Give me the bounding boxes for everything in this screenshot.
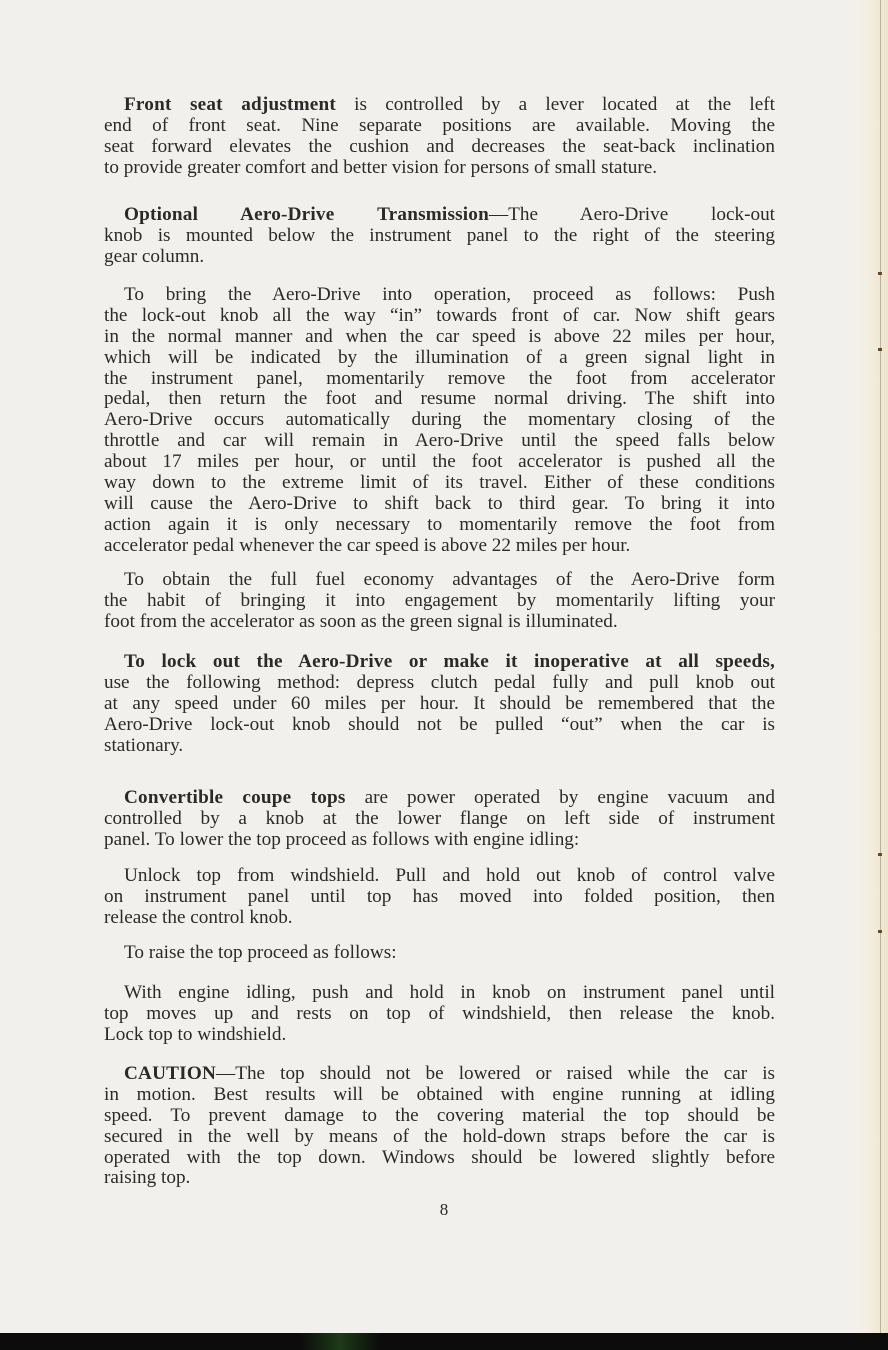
- text-line: [104, 1064, 775, 1085]
- text-line: [104, 431, 775, 452]
- text-line: [104, 943, 775, 964]
- line-text: the instrument panel, momentarily remove the foot from accelerator: [104, 367, 775, 389]
- text-line: [104, 205, 775, 226]
- text-line: [104, 570, 775, 591]
- text-line: [104, 1085, 775, 1106]
- text-line: [104, 1127, 775, 1148]
- line-text: gear column.: [104, 245, 205, 267]
- scan-border: [0, 1333, 888, 1350]
- text-line: [104, 116, 775, 137]
- text-line: [104, 788, 775, 809]
- paragraph: [104, 866, 775, 929]
- text-line: [104, 866, 775, 887]
- paragraph: [104, 788, 775, 851]
- text-line: [104, 652, 775, 673]
- line-text: is controlled by a lever located at the left: [335, 94, 775, 115]
- text-line: [104, 715, 775, 736]
- line-text: top moves up and rests on top of windshield, then release the knob.: [104, 1002, 775, 1024]
- text-line: [104, 95, 775, 116]
- line-text: knob is mounted below the instrument panel to the right of the steering: [104, 224, 775, 246]
- text-line: [104, 389, 775, 410]
- line-text: —The top should not be lowered or raised while the car is: [216, 1063, 775, 1084]
- line-text: Aero-Drive lock-out knob should not be pulled “out” when the car is: [104, 713, 775, 735]
- line-text: pedal, then return the foot and resume normal driving. The shift into: [104, 388, 775, 410]
- paragraph: [104, 983, 775, 1046]
- binding-mark: [878, 272, 882, 275]
- paragraph: [104, 570, 775, 633]
- text-line: [104, 226, 775, 247]
- text-line: [104, 515, 775, 536]
- text-line: [104, 1004, 775, 1025]
- line-text: panel. To lower the top proceed as follows with engine idling:: [104, 828, 580, 850]
- line-text: To raise the top proceed as follows:: [124, 942, 397, 963]
- line-text: Unlock top from windshield. Pull and hold out knob of control valve: [124, 865, 775, 886]
- line-text: stationary.: [104, 734, 184, 756]
- text-line: [104, 410, 775, 431]
- line-text: at any speed under 60 miles per hour. It should be remembered that the: [104, 692, 775, 714]
- text-line: [104, 536, 775, 557]
- line-text: throttle and car will remain in Aero-Drive until the speed falls below: [104, 430, 775, 452]
- text-line: [104, 247, 775, 268]
- text-line: [104, 736, 775, 757]
- line-text: seat forward elevates the cushion and decreases the seat-back inclination: [104, 135, 775, 157]
- page-edge-shadow: [854, 0, 888, 1335]
- line-text: on instrument panel until top has moved into folded position, then: [104, 885, 775, 907]
- line-text: foot from the accelerator as soon as the green signal is illuminated.: [104, 610, 618, 632]
- paragraph: [104, 95, 775, 179]
- paragraph: [104, 205, 775, 268]
- text-line: [104, 1106, 775, 1127]
- text-line: [104, 327, 775, 348]
- line-text: operated with the top down. Windows should be lowered slightly before: [104, 1146, 775, 1168]
- line-text: —The Aero-Drive lock-out: [488, 204, 775, 225]
- text-line: [104, 1025, 775, 1046]
- text-line: [104, 494, 775, 515]
- line-text: about 17 miles per hour, or until the foot accelerator is pushed all the: [104, 451, 775, 473]
- text-line: [104, 887, 775, 908]
- line-text: Lock top to windshield.: [104, 1023, 287, 1045]
- line-text: are power operated by engine vacuum and: [345, 787, 775, 808]
- binding-mark: [878, 348, 882, 351]
- line-text: end of front seat. Nine separate positions are available. Moving the: [104, 114, 775, 136]
- line-text: in the normal manner and when the car speed is above 22 miles per hour,: [104, 325, 775, 347]
- paragraph: [104, 652, 775, 756]
- line-text: use the following method: depress clutch pedal fully and pull knob out: [104, 671, 775, 693]
- paragraph-heading: Convertible coupe tops: [124, 787, 346, 808]
- text-line: [104, 1168, 775, 1189]
- paragraph-heading: Front seat adjustment: [124, 94, 336, 115]
- line-text: which will be indicated by the illumination of a green signal light in: [104, 346, 775, 368]
- line-text: To obtain the full fuel economy advantages of the Aero-Drive form: [124, 569, 775, 590]
- paragraph-heading: To lock out the Aero-Drive or make it inoperative at all speeds,: [124, 651, 775, 672]
- text-line: [104, 158, 775, 179]
- line-text: To bring the Aero-Drive into operation, proceed as follows: Push: [124, 284, 775, 305]
- line-text: release the control knob.: [104, 906, 293, 928]
- line-text: speed. To prevent damage to the covering material the top should be: [104, 1104, 775, 1126]
- text-line: [104, 473, 775, 494]
- line-text: the lock-out knob all the way “in” towards front of car. Now shift gears: [104, 304, 775, 326]
- text-line: [104, 983, 775, 1004]
- line-text: controlled by a knob at the lower flange on left side of instrument: [104, 807, 775, 829]
- paragraph: [104, 285, 775, 557]
- line-text: to provide greater comfort and better vision for persons of small stature.: [104, 156, 658, 178]
- line-text: With engine idling, push and hold in knob on instrument panel until: [124, 982, 775, 1003]
- text-line: [104, 673, 775, 694]
- text-line: [104, 1148, 775, 1169]
- text-line: [104, 612, 775, 633]
- text-line: [104, 830, 775, 851]
- line-text: raising top.: [104, 1167, 191, 1189]
- line-text: secured in the well by means of the hold-down straps before the car is: [104, 1125, 775, 1147]
- line-text: action again it is only necessary to momentarily remove the foot from: [104, 513, 775, 535]
- paragraph: [104, 1064, 775, 1189]
- page-fold: [880, 0, 881, 1335]
- paragraph-heading: Optional Aero-Drive Transmission: [124, 204, 489, 225]
- text-line: [104, 306, 775, 327]
- line-text: the habit of bringing it into engagement by momentarily lifting your: [104, 589, 775, 611]
- paragraph: [104, 943, 775, 964]
- text-line: [104, 694, 775, 715]
- line-text: accelerator pedal whenever the car speed is above 22 miles per hour.: [104, 534, 631, 556]
- line-text: will cause the Aero-Drive to shift back to third gear. To bring it into: [104, 492, 775, 514]
- text-line: [104, 137, 775, 158]
- text-line: [104, 591, 775, 612]
- text-line: [104, 452, 775, 473]
- line-text: Aero-Drive occurs automatically during the momentary closing of the: [104, 409, 775, 431]
- binding-mark: [878, 930, 882, 933]
- text-line: [104, 809, 775, 830]
- text-line: [104, 285, 775, 306]
- line-text: way down to the extreme limit of its travel. Either of these conditions: [104, 472, 775, 494]
- page-number: 8: [439, 1200, 449, 1219]
- text-line: [104, 908, 775, 929]
- paragraph-heading: CAUTION: [124, 1063, 217, 1084]
- binding-mark: [878, 853, 882, 856]
- text-line: [104, 369, 775, 390]
- line-text: in motion. Best results will be obtained with engine running at idling: [104, 1083, 775, 1105]
- text-line: [104, 348, 775, 369]
